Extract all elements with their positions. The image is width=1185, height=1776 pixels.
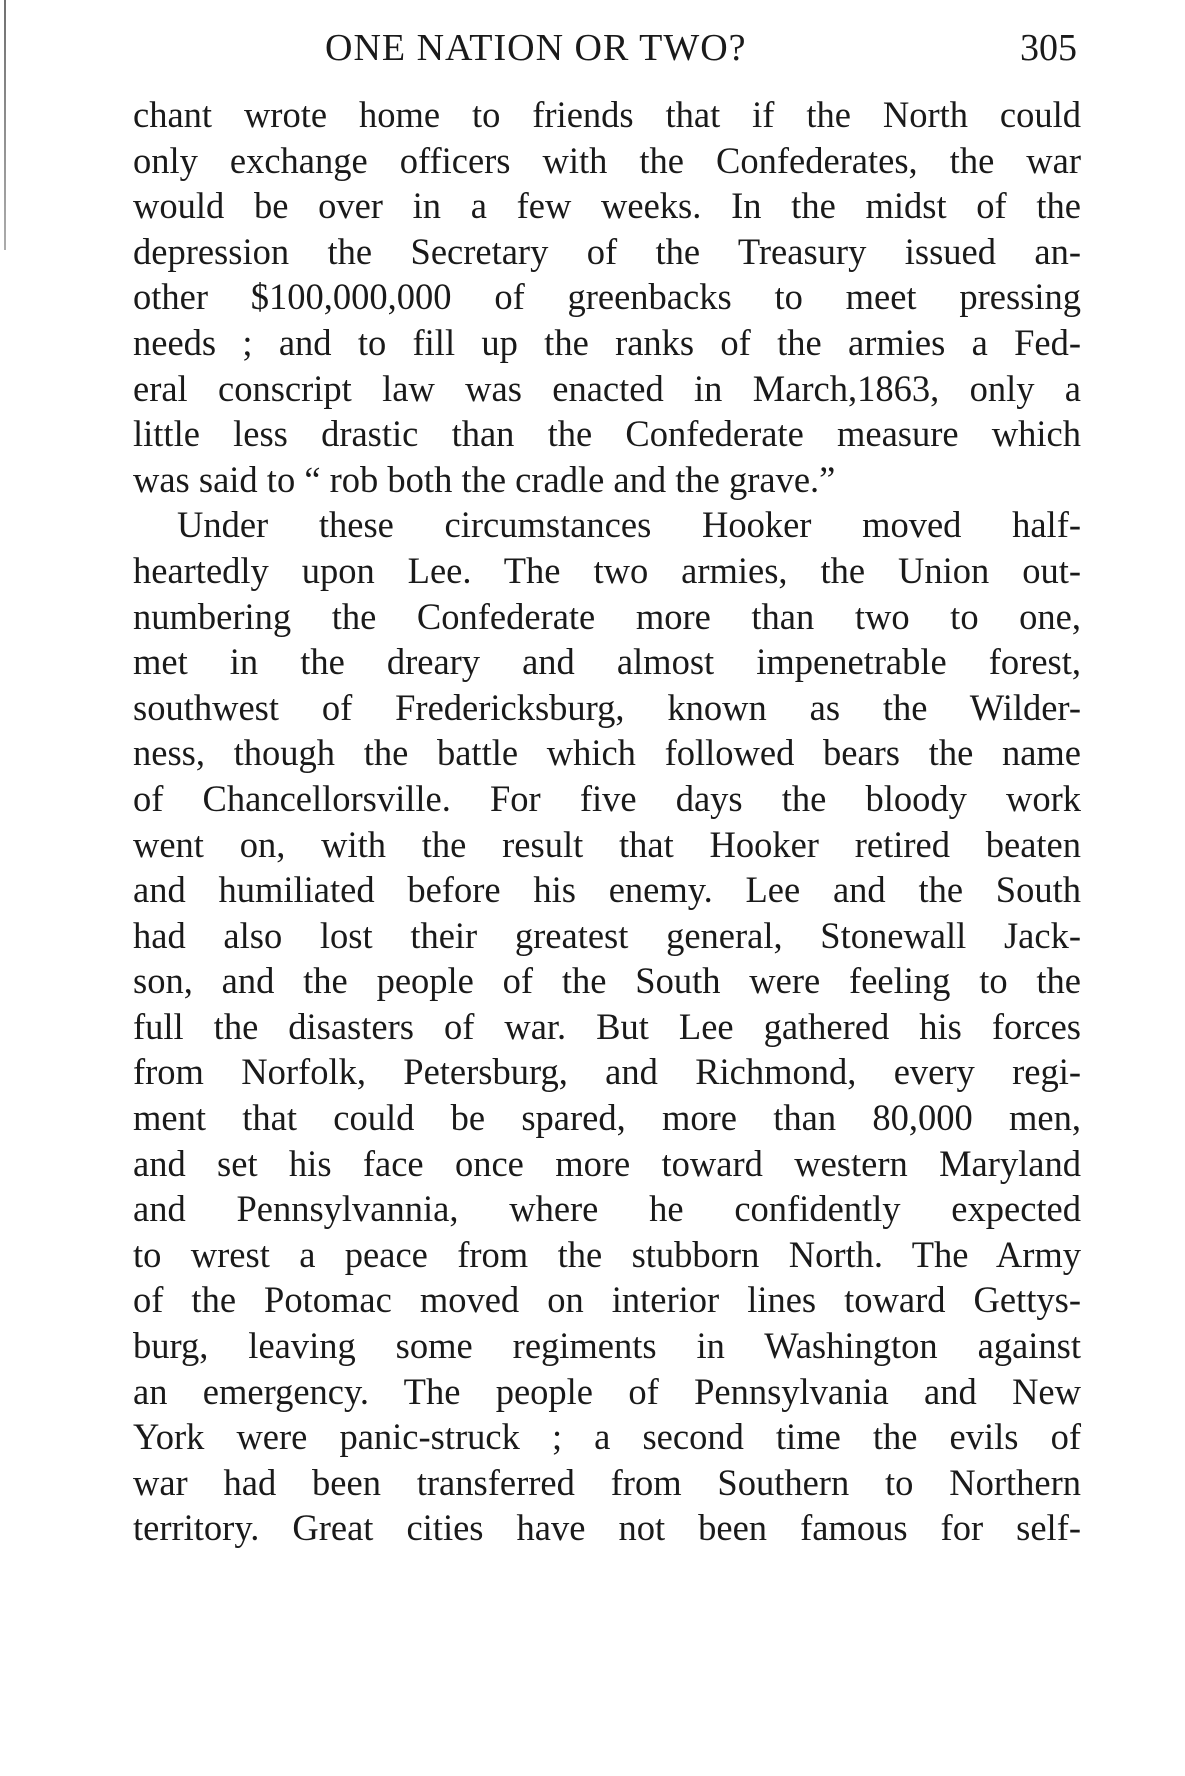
text-line: had also lost their greatest general, Stonewall Jack- xyxy=(133,914,1081,956)
text-line: and set his face once more toward western Maryland xyxy=(133,1142,1081,1184)
text-line: ment that could be spared, more than 80,000 men, xyxy=(133,1097,1081,1139)
running-header xyxy=(120,20,1080,70)
text-line: heartedly upon Lee. The two armies, the Union out- xyxy=(133,549,1081,591)
text-line: went on, with the result that Hooker retired beaten xyxy=(133,823,1081,865)
text-line: war had been transferred from Southern to Northern xyxy=(133,1461,1081,1503)
text-line: southwest of Fredericksburg, known as the Wilder- xyxy=(133,686,1081,728)
text-line: York were panic-struck ; a second time the evils of xyxy=(133,1416,1081,1458)
text-line: son, and the people of the South were feeling to the xyxy=(133,960,1081,1002)
paragraph-end-line: was said to “ rob both the cradle and the grave.” xyxy=(133,458,836,500)
text-line: burg, leaving some regiments in Washington against xyxy=(133,1325,1081,1367)
body-text xyxy=(133,92,1081,1551)
text-line: to wrest a peace from the stubborn North. The Army xyxy=(133,1233,1081,1275)
text-line: ness, though the battle which followed bears the name xyxy=(133,732,1081,774)
running-title: ONE NATION OR TWO? xyxy=(325,27,747,69)
text-line: other $100,000,000 of greenbacks to meet pressing xyxy=(133,276,1081,318)
text-line: needs ; and to fill up the ranks of the armies a Fed- xyxy=(133,321,1081,363)
text-line: from Norfolk, Petersburg, and Richmond, every regi- xyxy=(133,1051,1081,1093)
text-line: only exchange officers with the Confederates, the war xyxy=(133,139,1081,181)
text-line: numbering the Confederate more than two to one, xyxy=(133,595,1081,637)
text-line: met in the dreary and almost impenetrable forest, xyxy=(133,641,1081,683)
text-line: full the disasters of war. But Lee gathered his forces xyxy=(133,1005,1081,1047)
text-line: little less drastic than the Confederate measure which xyxy=(133,413,1081,455)
text-line: and humiliated before his enemy. Lee and the South xyxy=(133,869,1081,911)
text-line: eral conscript law was enacted in March,1863, only a xyxy=(133,367,1081,409)
paragraph-start-line: Under these circumstances Hooker moved half- xyxy=(177,504,1081,546)
text-line: territory. Great cities have not been famous for self- xyxy=(133,1507,1081,1549)
text-line: of the Potomac moved on interior lines toward Gettys- xyxy=(133,1279,1081,1321)
text-line: would be over in a few weeks. In the midst of the xyxy=(133,185,1081,227)
page-edge-shadow xyxy=(4,0,6,250)
text-line: depression the Secretary of the Treasury issued an- xyxy=(133,230,1081,272)
text-line: of Chancellorsville. For five days the bloody work xyxy=(133,777,1081,819)
text-line: and Pennsylvannia, where he confidently expected xyxy=(133,1188,1081,1230)
text-line: chant wrote home to friends that if the North could xyxy=(133,94,1081,135)
page-number: 305 xyxy=(1020,27,1077,69)
text-line: an emergency. The people of Pennsylvania and New xyxy=(133,1370,1081,1412)
